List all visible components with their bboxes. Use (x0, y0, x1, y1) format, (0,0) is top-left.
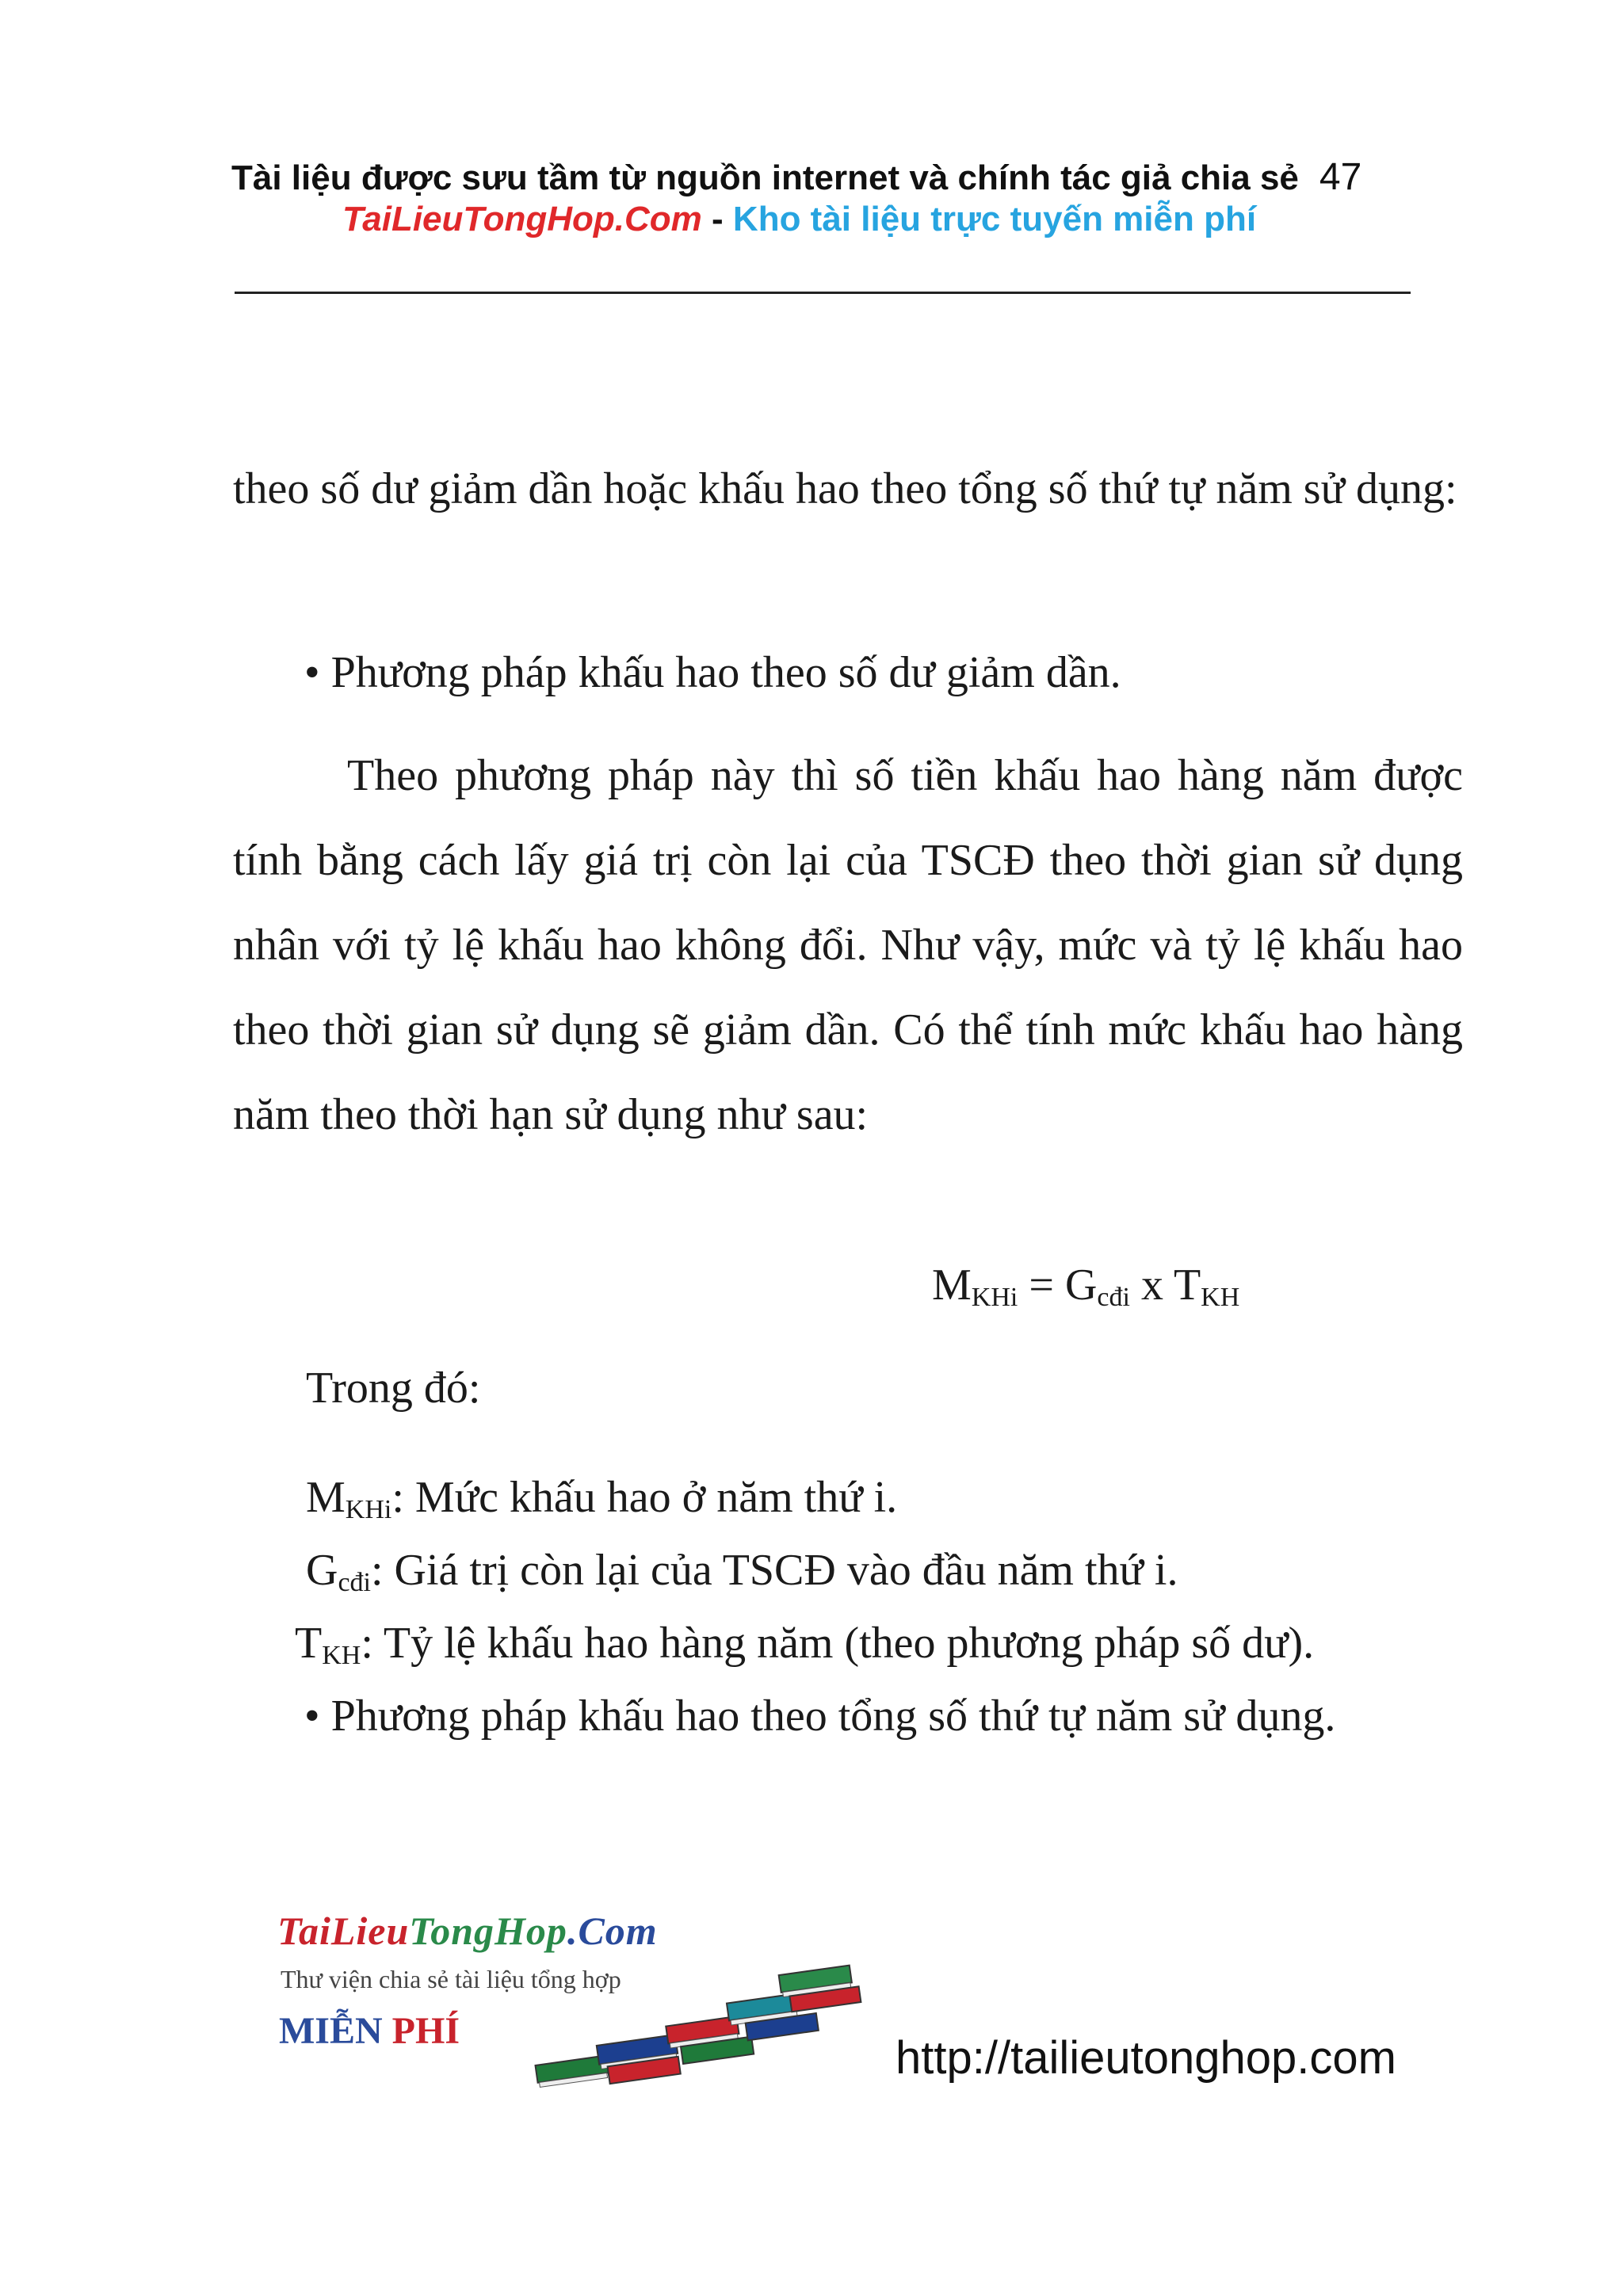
definition-g (306, 1545, 1178, 1596)
definition-symbol: G (306, 1546, 338, 1595)
site-logo[interactable] (277, 1908, 880, 2090)
header-separator: - (712, 200, 724, 238)
header-divider (235, 292, 1411, 294)
logo-subtitle: Thư viện chia sẻ tài liệu tổng hợp (281, 1965, 621, 1993)
header-site-name[interactable]: TaiLieuTongHop.Com (342, 200, 702, 238)
logo-title-part3: .Com (567, 1909, 658, 1953)
depreciation-formula (932, 1260, 1239, 1310)
formula-m-subscript: KHi (971, 1283, 1018, 1312)
logo-free-label (279, 2009, 460, 2053)
definition-text: : Mức khấu hao ở năm thứ i. (391, 1473, 898, 1522)
paragraph-method-description: Theo phương pháp này thì số tiền khấu hao hàng năm được tính bằng cách lấy giá trị còn lại của TSCĐ theo thời gian sử dụng nhân với tỷ lệ khấu hao không đổi. Như vậy, mức và tỷ lệ khấu hao theo thời gian sử dụng sẽ giảm dần. Có thể tính mức khấu hao hàng năm theo thời hạn sử dụng như sau: (233, 751, 1463, 1139)
definition-subscript: KH (322, 1641, 361, 1670)
logo-free-part1: MIỄN (279, 2010, 392, 2052)
header-source-text: Tài liệu được sưu tầm từ nguồn internet và chính tác giả chia sẻ (231, 158, 1299, 197)
formula-g-symbol: G (1064, 1261, 1098, 1310)
header-source-line (231, 155, 1404, 199)
definition-text: : Giá trị còn lại của TSCĐ vào đầu năm thứ i. (371, 1546, 1178, 1595)
definition-m (306, 1472, 897, 1523)
formula-equals: = (1018, 1261, 1065, 1310)
paragraph-intro: theo số dư giảm dần hoặc khấu hao theo tổng số thứ tự năm sử dụng: (233, 464, 1457, 513)
logo-title (277, 1908, 658, 1954)
definition-subscript: cđi (338, 1568, 371, 1597)
formula-t-symbol: T (1173, 1261, 1201, 1310)
page-number: 47 (1319, 156, 1362, 198)
bullet-sum-of-years: • Phương pháp khấu hao theo tổng số thứ tự năm sử dụng. (304, 1691, 1336, 1741)
bullet-declining-balance: • Phương pháp khấu hao theo số dư giảm dần. (304, 648, 1121, 697)
definition-text: : Tỷ lệ khấu hao hàng năm (theo phương pháp số dư). (361, 1619, 1315, 1668)
footer-url-link[interactable]: http://tailieutonghop.com (896, 2032, 1396, 2084)
formula-g-subscript: cđi (1097, 1283, 1130, 1312)
formula-m-symbol: M (932, 1261, 972, 1310)
definition-symbol: M (306, 1473, 346, 1522)
books-icon (515, 1955, 880, 2090)
logo-title-part2: TongHop (409, 1909, 567, 1953)
logo-title-part1: TaiLieu (277, 1909, 410, 1953)
header-site-line (342, 200, 1256, 239)
definition-t (295, 1618, 1314, 1669)
formula-t-subscript: KH (1201, 1283, 1240, 1312)
header-tagline: Kho tài liệu trực tuyến miễn phí (732, 200, 1257, 238)
definition-symbol: T (295, 1619, 323, 1668)
where-label: Trong đó: (306, 1363, 481, 1413)
logo-free-part2: PHÍ (391, 2010, 460, 2052)
formula-times: x (1129, 1261, 1174, 1310)
definition-subscript: KHi (345, 1495, 392, 1524)
